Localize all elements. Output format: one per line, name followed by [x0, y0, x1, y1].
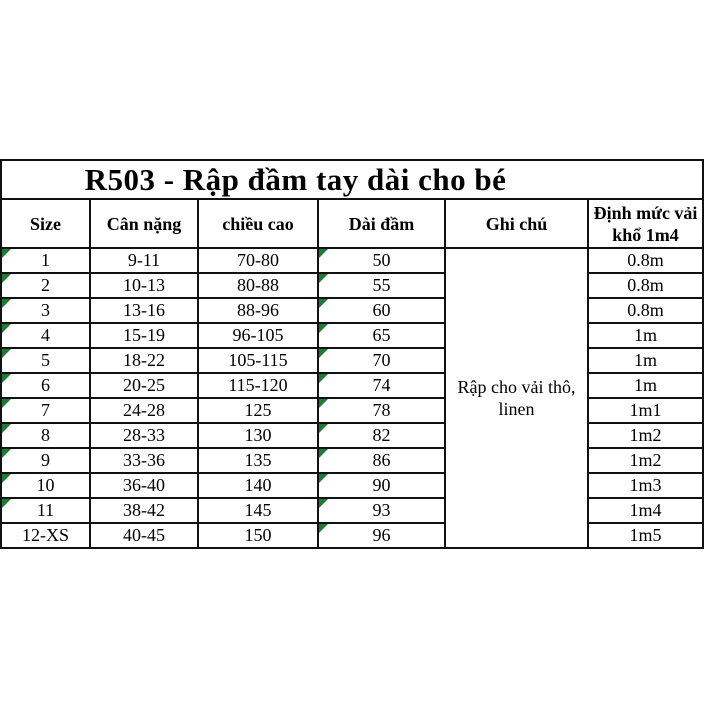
title-row: [1, 160, 703, 199]
length-cell: 93: [318, 498, 445, 523]
size-cell: 2: [1, 273, 90, 298]
length-cell: 90: [318, 473, 445, 498]
header-size: Size: [1, 199, 90, 248]
size-cell: 10: [1, 473, 90, 498]
height-cell: 125: [198, 398, 318, 423]
fabric-cell: 1m4: [588, 498, 703, 523]
cell-corner-triangle-icon: [319, 249, 328, 258]
cell-corner-triangle-icon: [2, 299, 11, 308]
cell-corner-triangle-icon: [319, 274, 328, 283]
cell-corner-triangle-icon: [319, 324, 328, 333]
table-row: [1, 298, 703, 323]
table-row: [1, 373, 703, 398]
height-cell: 88-96: [198, 298, 318, 323]
table-row: [1, 423, 703, 448]
header-note: Ghi chú: [445, 199, 588, 248]
height-cell: 115-120: [198, 373, 318, 398]
fabric-cell: 1m: [588, 323, 703, 348]
weight-cell: 28-33: [90, 423, 198, 448]
weight-cell: 20-25: [90, 373, 198, 398]
weight-cell: 33-36: [90, 448, 198, 473]
cell-corner-triangle-icon: [2, 249, 11, 258]
cell-corner-triangle-icon: [2, 499, 11, 508]
table-row: [1, 473, 703, 498]
size-cell: 6: [1, 373, 90, 398]
table-body: [1, 248, 703, 548]
cell-corner-triangle-icon: [2, 274, 11, 283]
size-chart: [0, 159, 702, 549]
size-cell: 7: [1, 398, 90, 423]
fabric-cell: 1m: [588, 373, 703, 398]
cell-corner-triangle-icon: [2, 449, 11, 458]
size-cell: 1: [1, 248, 90, 273]
height-cell: 80-88: [198, 273, 318, 298]
fabric-cell: 1m: [588, 348, 703, 373]
size-cell: 3: [1, 298, 90, 323]
fabric-cell: 0.8m: [588, 248, 703, 273]
length-cell: 74: [318, 373, 445, 398]
length-cell: 96: [318, 523, 445, 548]
header-weight: Cân nặng: [90, 199, 198, 248]
weight-cell: 15-19: [90, 323, 198, 348]
length-cell: 78: [318, 398, 445, 423]
length-cell: 65: [318, 323, 445, 348]
length-cell: 60: [318, 298, 445, 323]
length-cell: 70: [318, 348, 445, 373]
weight-cell: 24-28: [90, 398, 198, 423]
size-cell: 5: [1, 348, 90, 373]
cell-corner-triangle-icon: [2, 349, 11, 358]
header-row: [1, 199, 703, 248]
table-row: [1, 273, 703, 298]
weight-cell: 38-42: [90, 498, 198, 523]
fabric-cell: 1m2: [588, 423, 703, 448]
page-title: R503 - Rập đầm tay dài cho bé: [84, 161, 507, 197]
size-cell: 9: [1, 448, 90, 473]
height-cell: 70-80: [198, 248, 318, 273]
weight-cell: 10-13: [90, 273, 198, 298]
weight-cell: 13-16: [90, 298, 198, 323]
length-cell: 50: [318, 248, 445, 273]
size-chart-table: [0, 159, 704, 549]
fabric-cell: 1m2: [588, 448, 703, 473]
fabric-cell: 1m3: [588, 473, 703, 498]
table-row: [1, 498, 703, 523]
header-height: chiều cao: [198, 199, 318, 248]
height-cell: 140: [198, 473, 318, 498]
height-cell: 130: [198, 423, 318, 448]
size-cell: 4: [1, 323, 90, 348]
cell-corner-triangle-icon: [319, 524, 328, 533]
height-cell: 145: [198, 498, 318, 523]
header-fabric: Định mức vải khổ 1m4: [588, 199, 703, 248]
cell-corner-triangle-icon: [319, 474, 328, 483]
cell-corner-triangle-icon: [319, 499, 328, 508]
table-row: [1, 248, 703, 273]
size-cell: 12-XS: [1, 523, 90, 548]
header-length: Dài đầm: [318, 199, 445, 248]
weight-cell: 9-11: [90, 248, 198, 273]
cell-corner-triangle-icon: [2, 324, 11, 333]
cell-corner-triangle-icon: [319, 424, 328, 433]
cell-corner-triangle-icon: [319, 399, 328, 408]
cell-corner-triangle-icon: [319, 374, 328, 383]
weight-cell: 18-22: [90, 348, 198, 373]
size-cell: 8: [1, 423, 90, 448]
weight-cell: 36-40: [90, 473, 198, 498]
cell-corner-triangle-icon: [2, 474, 11, 483]
fabric-cell: 1m5: [588, 523, 703, 548]
length-cell: 82: [318, 423, 445, 448]
table-row: [1, 348, 703, 373]
height-cell: 105-115: [198, 348, 318, 373]
height-cell: 135: [198, 448, 318, 473]
size-cell: 11: [1, 498, 90, 523]
table-row: [1, 323, 703, 348]
weight-cell: 40-45: [90, 523, 198, 548]
fabric-cell: 0.8m: [588, 273, 703, 298]
length-cell: 55: [318, 273, 445, 298]
cell-corner-triangle-icon: [319, 449, 328, 458]
cell-corner-triangle-icon: [319, 349, 328, 358]
fabric-cell: 0.8m: [588, 298, 703, 323]
table-row: [1, 523, 703, 548]
cell-corner-triangle-icon: [319, 299, 328, 308]
table-row: [1, 398, 703, 423]
fabric-cell: 1m1: [588, 398, 703, 423]
cell-corner-triangle-icon: [2, 399, 11, 408]
cell-corner-triangle-icon: [2, 374, 11, 383]
note-cell: Rập cho vải thô, linen: [445, 248, 588, 548]
height-cell: 96-105: [198, 323, 318, 348]
table-row: [1, 448, 703, 473]
length-cell: 86: [318, 448, 445, 473]
height-cell: 150: [198, 523, 318, 548]
cell-corner-triangle-icon: [2, 424, 11, 433]
title-cell: [1, 160, 703, 199]
